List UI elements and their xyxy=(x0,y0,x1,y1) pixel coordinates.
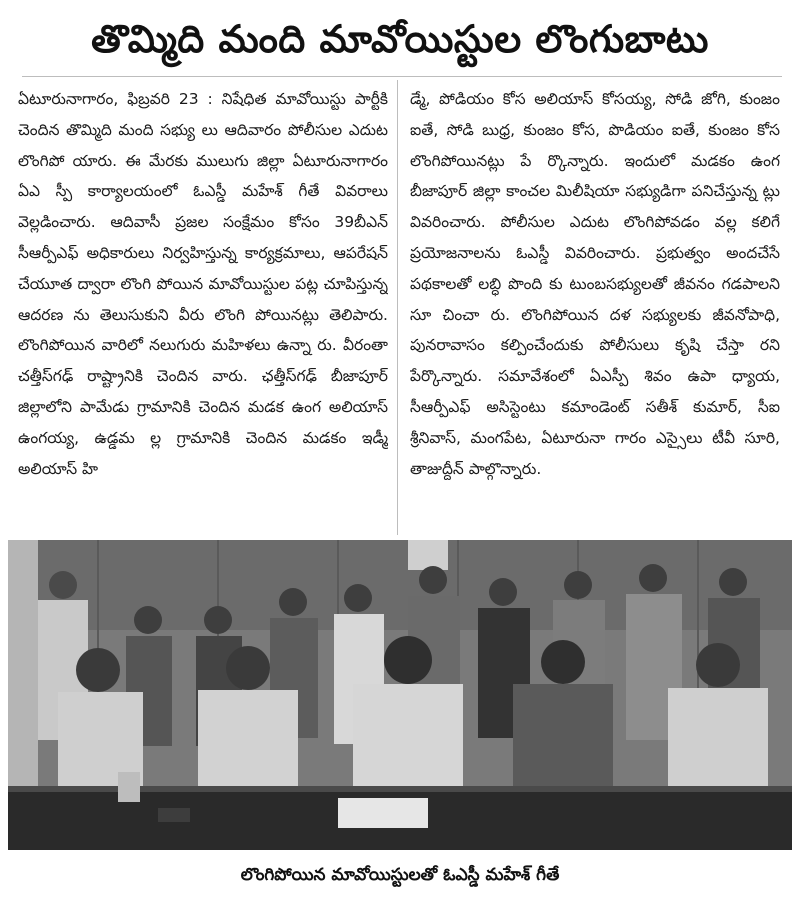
article-column-right xyxy=(410,84,780,534)
headline: తొమ్మిది మంది మావోయిస్టుల లొంగుబాటు xyxy=(91,17,709,61)
photo-caption: లొంగిపోయిన మావోయిస్టులతో ఓఎస్డీ మహేశ్ గీతే xyxy=(240,865,560,885)
column-divider xyxy=(397,80,398,535)
article-body-right: డ్మే, పోడియం కోస అలియాస్ కోసయ్య, సోడి జోగి, కుంజం ఐతే, సోడి బుధ్ర, కుంజం కోస, పొడియం ఐతే, కుంజం కోస లొంగిపోయినట్లు పే ర్కొన్నారు. ఇందులో మడకం ఉంగ బీజాపూర్ జిల్లా కాంచల మిలీషియా సభ్యుడిగా పనిచేస్తున్న ట్లు వివరించారు. పోలీసుల ఎదుట లొంగిపోవడం వల్ల కలిగే ప్రయోజనాలను ఓఎస్డీ వివరించారు. ప్రభుత్వం అందచేసే పథకాలతో లబ్ధి పొంది కు టుంబసభ్యులతో జీవనం గడపాలని సూ చించా రు. లొంగిపోయిన దళ సభ్యులకు జీవనోపాధి, పునరావాసం కల్పించేందుకు పోలీసులు కృషి చేస్తా రని పేర్కొన్నారు. సమావేశంలో ఏఎస్పీ శివం ఉపా ధ్యాయ, సీఆర్పీఎఫ్ అసిస్టెంటు కమాండెంట్ సతీశ్ కుమార్, సీఐ శ్రీనివాస్, మంగపేట, ఏటూరునా గారం ఎస్సైలు టీవీ సూరి, తాజుద్దీన్ పాల్గొన్నారు. xyxy=(410,90,780,478)
article-body-left: ఏటూరునాగారం, ఫిబ్రవరి 23 : నిషేధిత మావోయిస్టు పార్టీకి చెందిన తొమ్మిది మంది సభ్యు లు ఆదివారం పోలీసుల ఎదుట లొంగిపో యారు. ఈ మేరకు ములుగు జిల్లా ఏటూరునాగారం ఏఎ స్పీ కార్యాలయంలో ఓఎస్డీ మహేశ్ గీతే వివరాలు వెల్లడించారు. ఆదివాసీ ప్రజల సంక్షేమం కోసం 39బీఎన్ సీఆర్పీఎఫ్ అధికారులు నిర్వహిస్తున్న కార్యక్రమాలు, ఆపరేషన్ చేయూత ద్వారా లొంగి పోయిన మావోయిస్టుల పట్ల చూపిస్తున్న ఆదరణ ను తెలుసుకుని వీరు లొంగి పోయినట్లు తెలిపారు. లొంగిపోయిన వారిలో నలుగురు మహిళలు ఉన్నా రు. వీరంతా చత్తీస్‌గఢ్ రాష్ట్రానికి చెందిన వారు. ఛత్తీస్‌గఢ్ బీజాపూర్ జిల్లాలోని పామేడు గ్రామానికి చెందిన మడక ఉంగ అలియాస్ ఉంగయ్య, ఉడ్డమ ల్ల గ్రామానికి చెందిన మడకం ఇడ్మీ అలియాస్ హి xyxy=(18,90,388,478)
headline-rule xyxy=(22,76,782,77)
article-column-left xyxy=(18,84,388,534)
news-photo xyxy=(8,540,792,850)
